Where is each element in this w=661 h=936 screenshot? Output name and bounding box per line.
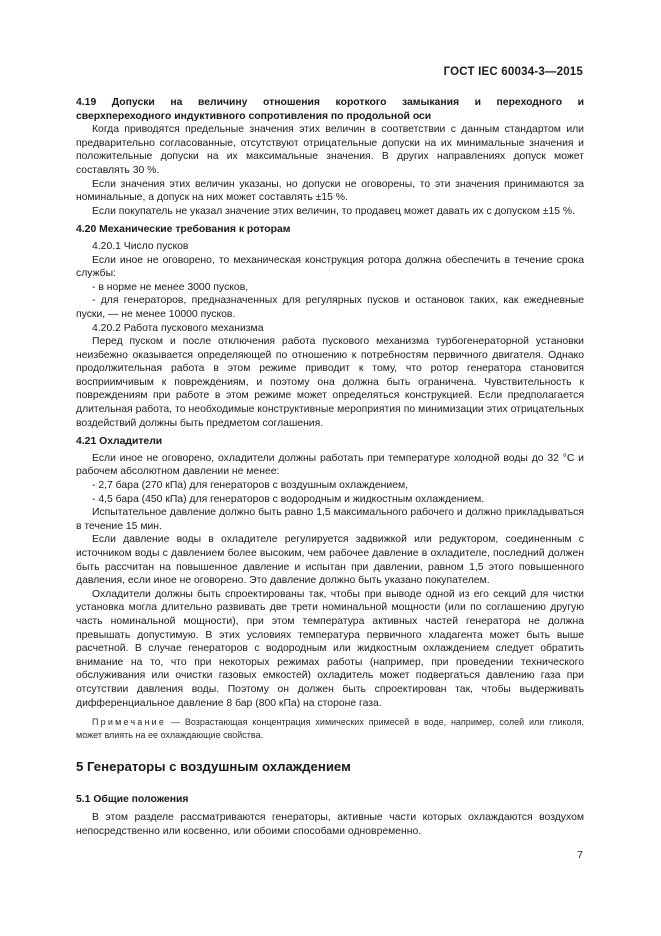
list-item: - 4,5 бара (450 кПа) для генераторов с водородным и жидкостным охлаждением.: [92, 493, 485, 505]
section-4-19-paragraph-1: Когда приводятся предельные значения этих величин в соответствии с данным стандартом или предварительно согласованные, отсутствуют отрицательные допуски на их минимальные значения и положительные допуски на их максимальные значения. В других направлениях допуск может составлять 30 %.: [76, 124, 584, 176]
section-4-21-paragraph-4: Охладители должны быть спроектированы так, чтобы при выводе одной из его секций для чистки установка могла длительно развивать две трети номинальной мощности (или по соглашению другую часть номинальной мощности), при этом температура активных частей генератора не должна превышать допустимую. В этих условиях температура первичного хладагента может быть выше расчетной. В случае генераторов с водородным или жидкостным охлаждением следует обратить внимание на то, что при некоторых режимах работы (например, при проведении технического обслуживания или очистки газовых емкостей) охладитель может подвергаться давлению газа при отсутствии давления воды. Поэтому он должен быть спроектирован так, чтобы выдерживать дифференциальное давление 8 бар (800 кПа) на стороне газа.: [76, 588, 584, 709]
section-4-20-2-paragraph: Перед пуском и после отключения работа пускового механизма турбогенераторной установки неизбежно оказывается определяющей по отношению к потребностям первичного двигателя. Однако продолжительная работа в этом режиме приводит к тому, что ротор генератора становится восприимчивым к повреждениям, и поэтому она должна быть ограничена. Чувствительность к повреждениям при работе в этом режиме может определяться конструкцией. Если предполагается длительная работа, то необходимые конструктивные мероприятия по минимизации этих отрицательных воздействий должны быть предметом соглашения.: [76, 336, 584, 429]
note-label: Примечание: [92, 717, 167, 728]
section-4-19-title-line2: сверхпереходного индуктивного сопротивления по продольной оси: [76, 110, 432, 122]
section-4-20-1-paragraph: Если иное не оговорено, то механическая конструкция ротора должна обеспечить в течение срока службы:: [76, 254, 584, 280]
page-content: [76, 96, 584, 839]
list-item: - в норме не менее 3000 пусков,: [92, 281, 249, 293]
section-4-20-title: 4.20 Механические требования к роторам: [76, 224, 291, 236]
section-4-19-title-line1: 4.19 Допуски на величину отношения короткого замыкания и переходного и: [76, 97, 584, 108]
section-5-title: 5 Генераторы с воздушным охлаждением: [76, 759, 351, 775]
section-5-1-paragraph: В этом разделе рассматриваются генераторы, активные части которых охлаждаются воздухом непосредственно или косвенно, или обоими способами одновременно.: [76, 812, 584, 837]
note-text: — Возрастающая концентрация химических примесей в воде, например, солей или гликоля, может влиять на ее охлаждающие свойства.: [76, 717, 584, 740]
section-4-21-title: 4.21 Охладители: [76, 436, 163, 448]
section-4-20-1-title: 4.20.1 Число пусков: [92, 240, 189, 252]
section-4-21-paragraph-3: Если давление воды в охладителе регулируется задвижкой или редуктором, соединенным с источником воды с давлением более высоким, чем рабочее давление в охладителе, последний должен быть рассчитан на повышенное давление и испытан при давлении, равном 1,5 этого повышенного давления, если иное не оговорено. Это давление должно быть указано покупателем.: [76, 534, 584, 587]
section-4-19-paragraph-2: Если значения этих величин указаны, но допуски не оговорены, то эти значения принимаются за номинальные, а допуск на них может составлять ±15 %.: [76, 178, 584, 204]
note: [76, 716, 584, 741]
list-item: - для генераторов, предназначенных для регулярных пусков и остановок таких, как ежедневные пуски, — не менее 10000 пусков.: [76, 295, 584, 320]
section-5-1-title: 5.1 Общие положения: [76, 793, 189, 805]
section-4-19-paragraph-3: Если покупатель не указал значение этих величин, то продавец может давать их с допуском ±15 %.: [92, 205, 576, 217]
list-item: - 2,7 бара (270 кПа) для генераторов с воздушным охлаждением,: [92, 480, 409, 492]
section-4-20-2-title: 4.20.2 Работа пускового механизма: [92, 322, 264, 334]
section-4-21-paragraph-1: Если иное не оговорено, охладители должны работать при температуре холодной воды до 32 °С и рабочем абсолютном давлении не менее:: [76, 452, 584, 478]
page-number: 7: [577, 849, 583, 861]
document-code-header: ГОСТ IEC 60034-3—2015: [443, 66, 583, 78]
section-4-21-paragraph-2: Испытательное давление должно быть равно 1,5 максимального рабочего и должно прикладываться в течение 15 мин.: [76, 507, 584, 532]
